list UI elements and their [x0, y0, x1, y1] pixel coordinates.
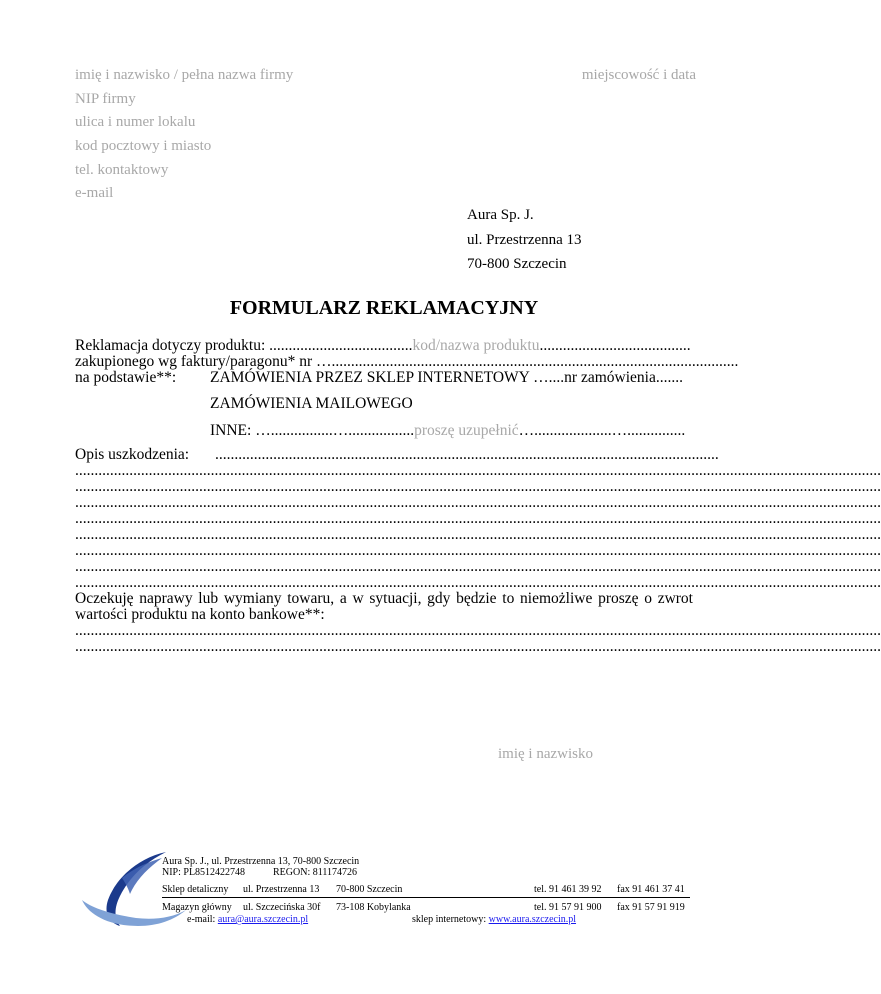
footer-warehouse-city: 73-108 Kobylanka [336, 902, 411, 913]
recipient-city: 70-800 Szczecin [467, 256, 567, 272]
other-label: INNE: …................…................. [210, 422, 415, 439]
postal-placeholder: kod pocztowy i miasto [75, 138, 212, 154]
damage-line[interactable]: ................................................................................................................................................................................................................ [75, 574, 881, 591]
damage-line[interactable]: ................................................................................................................................................................................................................ [75, 494, 881, 511]
other-hint: proszę uzupełnić [414, 422, 519, 439]
product-placeholder: kod/nazwa produktu [412, 337, 540, 354]
footer-shop-tel: tel. 91 461 39 92 [534, 884, 602, 895]
footer-email-link[interactable]: aura@aura.szczecin.pl [217, 914, 309, 925]
footer-shop-label: Sklep detaliczny [162, 884, 229, 895]
basis-option-other[interactable] [210, 423, 685, 439]
bank-account-line[interactable]: ................................................................................................................................................................................................................ [75, 638, 881, 655]
footer-warehouse-street: ul. Szczecińska 30f [243, 902, 321, 913]
invoice-number-field[interactable]: …......................................................................................................... [316, 353, 739, 370]
place-date-placeholder: miejscowość i data [581, 67, 696, 83]
footer-shop-fax: fax 91 461 37 41 [617, 884, 685, 895]
signature-placeholder: imię i nazwisko [498, 746, 593, 762]
nip-placeholder: NIP firmy [75, 91, 136, 107]
basis-option-online[interactable]: ZAMÓWIENIA PRZEZ SKLEP INTERNETOWY …....nr zamówienia....... [210, 369, 683, 386]
footer-email-prefix: e-mail: [187, 914, 218, 925]
footer-shop-street: ul. Przestrzenna 13 [243, 884, 320, 895]
footer-warehouse-label: Magazyn główny [162, 902, 232, 913]
footer-webshop [412, 914, 576, 925]
invoice-line [75, 354, 738, 370]
invoice-label: zakupionego wg faktury/paragonu* nr [75, 353, 317, 370]
request-text-line1: Oczekuję naprawy lub wymiany towaru, a w sytuacji, gdy będzie to niemożliwe proszę o zwrot [75, 590, 693, 607]
sender-name-placeholder: imię i nazwisko / pełna nazwa firmy [75, 67, 294, 83]
footer-email [187, 914, 308, 925]
damage-line[interactable]: ................................................................................................................................................................................................................ [75, 510, 881, 527]
footer-divider [162, 897, 690, 898]
damage-line[interactable]: ................................................................................................................................................................................................................ [75, 478, 881, 495]
damage-line[interactable]: ................................................................................................................................................................................................................ [75, 542, 881, 559]
other-dots[interactable]: …....................…............... [518, 422, 686, 439]
damage-line[interactable]: ................................................................................................................................................................................................................ [75, 462, 881, 479]
basis-label: na podstawie**: [75, 369, 177, 386]
footer-webshop-link[interactable]: www.aura.szczecin.pl [488, 914, 577, 925]
damage-label: Opis uszkodzenia: [75, 446, 190, 463]
bank-account-line[interactable]: ................................................................................................................................................................................................................ [75, 622, 881, 639]
recipient-street: ul. Przestrzenna 13 [467, 232, 582, 248]
product-line [75, 338, 691, 354]
phone-placeholder: tel. kontaktowy [75, 162, 169, 178]
product-dots-after[interactable]: ....................................... [539, 337, 691, 354]
street-placeholder: ulica i numer lokalu [75, 114, 196, 130]
footer-warehouse-fax: fax 91 57 91 919 [617, 902, 685, 913]
footer-shop-city: 70-800 Szczecin [336, 884, 403, 895]
footer-regon: REGON: 811174726 [273, 867, 357, 878]
damage-first-line[interactable]: .................................................................................................................................. [215, 446, 719, 463]
footer-webshop-prefix: sklep internetowy: [412, 914, 489, 925]
product-dots[interactable]: ..................................... [269, 337, 413, 354]
email-placeholder: e-mail [75, 185, 114, 201]
recipient-name: Aura Sp. J. [467, 207, 534, 223]
footer-company: Aura Sp. J., ul. Przestrzenna 13, 70-800 Szczecin [162, 856, 360, 867]
damage-line[interactable]: ................................................................................................................................................................................................................ [75, 526, 881, 543]
footer-warehouse-tel: tel. 91 57 91 900 [534, 902, 602, 913]
damage-line[interactable]: ................................................................................................................................................................................................................ [75, 558, 881, 575]
form-title: FORMULARZ REKLAMACYJNY [229, 297, 539, 319]
basis-option-email[interactable]: ZAMÓWIENIA MAILOWEGO [210, 395, 413, 412]
footer-nip: NIP: PL8512422748 [162, 867, 246, 878]
request-text-line2: wartości produktu na konto bankowe**: [75, 606, 325, 623]
product-label: Reklamacja dotyczy produktu: [75, 337, 270, 354]
